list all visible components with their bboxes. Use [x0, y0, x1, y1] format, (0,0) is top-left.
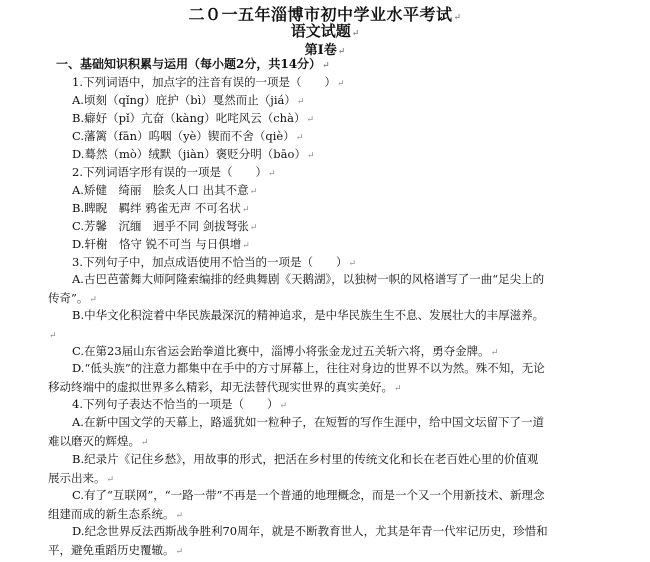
q2-option-c: C.芳馨 沉缅 迥乎不同 剑拔弩张↵: [72, 219, 258, 233]
volume-title: 第Ⅰ卷↵: [304, 43, 346, 58]
q4-option-a: A.在新中国文学的天幕上，路遥犹如一粒种子，在短暂的写作生涯中，给中国文坛留下了一道难以磨灭的辉煌。↵: [48, 415, 544, 448]
q3-option-a: A.古巴芭蕾舞大师阿隆索编排的经典舞剧《天鹅湖》，以独树一帜的风格谱写了一曲“足尖上的传奇”。↵: [48, 272, 545, 305]
q1-option-d: D.蓦然（mò）绒默（jiàn）褒贬分明（bāo）↵: [72, 147, 315, 161]
q4-stem: 4.下列句子表达不恰当的一项是（ ）↵: [72, 397, 288, 411]
q1-option-a: A.顷刻（qǐng）庇护（bì）戛然而止（jiá）↵: [72, 93, 305, 107]
q2-stem: 2.下列词语字形有误的一项是（ ）↵: [72, 165, 276, 179]
q3-option-c: C.在第23届山东省运会跆拳道比赛中，淄博小将张金龙过五关斩六将，勇夺金牌。↵: [72, 344, 499, 358]
q1-option-c: C.藩篱（fān）呜咽（yè）锲而不舍（qiè）↵: [72, 129, 304, 143]
q1-stem: 1.下列词语中，加点字的注音有误的一项是（ ）↵: [72, 75, 345, 89]
q3-option-b: B.中华文化积淀着中华民族最深沉的精神追求，是中华民族生生不息、发展壮大的丰厚滋养。↵: [49, 308, 545, 341]
q2-option-d: D.轩榭 恪守 锐不可当 与日俱增↵: [72, 237, 250, 251]
q4-option-c: C.有了“互联网”，“一路一带”不再是一个普通的地理概念，而是一个又一个用新技术、新理念组建而成的新生态系统。↵: [48, 488, 545, 521]
q4-option-d: D.纪念世界反法西斯战争胜利70周年，就是不断教育世人，尤其是年青一代牢记历史，珍惜和平，避免重蹈历史覆辙。↵: [48, 524, 548, 557]
exam-title: 二０一五年淄博市初中学业水平考试↵: [188, 5, 462, 24]
q4-option-b: B.纪录片《记住乡愁》，用故事的形式，把活在乡村里的传统文化和长在老百姓心里的价值观展示出来。↵: [48, 452, 539, 485]
subject-title: 语文试题↵: [290, 22, 360, 40]
q2-option-a: A.矫健 绮丽 脍炙人口 出其不意↵: [72, 183, 258, 197]
q3-stem: 3.下列句子中，加点成语使用不恰当的一项是（ ）↵: [72, 255, 357, 269]
q1-option-b: B.癖好（pǐ）亢奋（kàng）叱咤风云（chà）↵: [72, 111, 314, 125]
q3-option-d: D.“低头族”的注意力都集中在手中的方寸屏幕上，往往对身边的世界不以为然。殊不知，无论移动终端中的虚拟世界多么精彩，却无法替代现实世界的真实美好。↵: [48, 361, 545, 394]
section-heading: 一、基础知识积累与运用（每小题2分，共14分）↵: [56, 57, 330, 71]
q2-option-b: B.睥睨 羁绊 鸦雀无声 不可名状↵: [72, 201, 250, 215]
